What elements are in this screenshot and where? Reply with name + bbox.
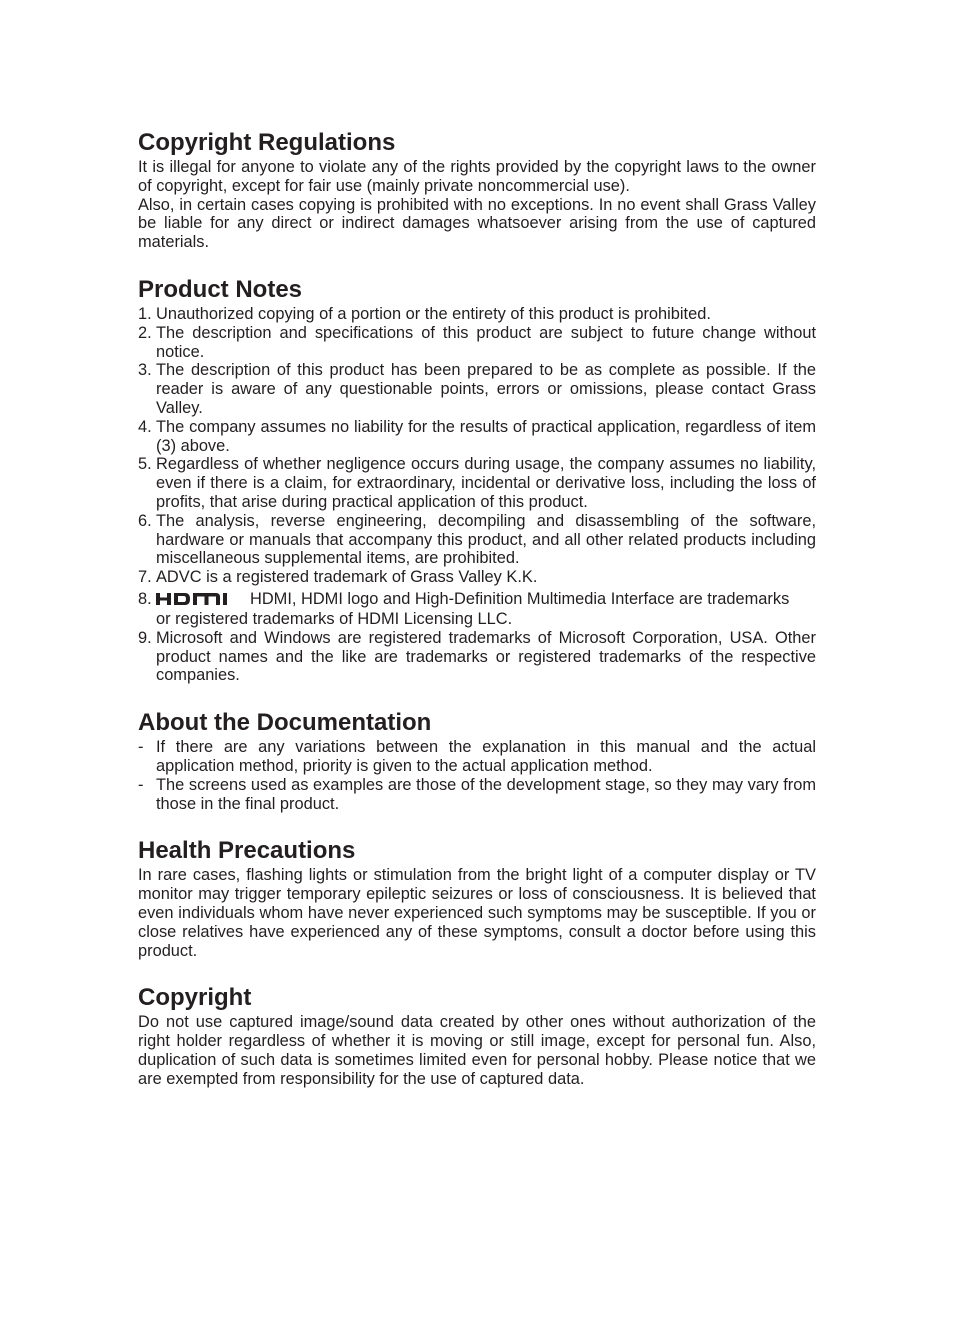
item-number: 9. <box>138 628 152 647</box>
section-about-documentation <box>138 708 816 813</box>
item-text: The description of this product has been prepared to be as complete as possible. If the reader is aware of any questionable points, errors or omissions, please contact Grass Valley. <box>156 361 816 417</box>
item-number: 5. <box>138 455 152 474</box>
list-item <box>138 568 816 587</box>
hdmi-logo-icon <box>156 592 234 606</box>
documentation-list <box>138 738 816 813</box>
item-number: 8. <box>138 589 152 608</box>
item-bullet: - <box>138 775 144 794</box>
item-text: The analysis, reverse engineering, decompiling and disassembling of the software, hardware or manuals that accompany this product, and all other related products including miscellaneous supplemental items, are prohibited. <box>156 511 816 568</box>
item-number: 1. <box>138 304 152 323</box>
list-item <box>138 305 816 324</box>
heading-copyright: Copyright <box>138 984 252 1012</box>
list-item <box>138 418 816 456</box>
heading-product-notes: Product Notes <box>138 275 303 303</box>
item-text: The screens used as examples are those of the development stage, so they may vary from those in the final product. <box>156 775 816 813</box>
heading-copyright-regulations: Copyright Regulations <box>138 129 396 156</box>
item-text: The company assumes no liability for the results of practical application, regardless of item (3) above. <box>156 417 816 455</box>
item-number: 6. <box>138 511 152 530</box>
section-copyright-regulations <box>138 128 816 252</box>
paragraph: Do not use captured image/sound data created by other ones without authorization of the right holder regardless of whether it is moving or still image, except for personal fun. Also, duplication of such data is sometimes limited even for personal hobby. Please notice that we are exempted from responsibility for the use of captured data. <box>138 1013 816 1088</box>
paragraph: In rare cases, flashing lights or stimulation from the bright light of a computer display or TV monitor may trigger temporary epileptic seizures or loss of consciousness. It is believed that even individuals whom have never experienced such symptoms may be susceptible. If you or close relatives have experienced any of these symptoms, consult a doctor before using this product. <box>138 866 816 960</box>
list-item <box>138 361 816 417</box>
list-item <box>138 512 816 568</box>
item-number: 3. <box>138 361 152 380</box>
item-bullet: - <box>138 738 144 757</box>
list-item <box>138 629 816 685</box>
list-item <box>138 455 816 511</box>
item-text: Regardless of whether negligence occurs during usage, the company assumes no liability, even if there is a claim, for extraordinary, incidental or derivative loss, including the loss of profits, that arise during practical application of this product. <box>156 455 816 511</box>
item-text: Unauthorized copying of a portion or the entirety of this product is prohibited. <box>156 304 711 323</box>
paragraph: Also, in certain cases copying is prohibited with no exceptions. In no event shall Grass Valley be liable for any direct or indirect damages whatsoever arising from the use of captured materials. <box>138 195 816 252</box>
item-number: 7. <box>138 568 152 587</box>
product-notes-list <box>138 305 816 685</box>
list-item <box>138 776 816 814</box>
list-item <box>138 738 816 776</box>
list-item <box>138 324 816 362</box>
hdmi-line <box>156 587 816 611</box>
item-text: If there are any variations between the explanation in this manual and the actual application method, priority is given to the actual application method. <box>156 738 816 775</box>
list-item <box>138 587 816 629</box>
item-text: HDMI, HDMI logo and High-Definition Multimedia Interface are trademarks <box>250 589 790 608</box>
section-health-precautions <box>138 836 816 960</box>
document-page <box>138 128 816 1111</box>
item-text: Microsoft and Windows are registered trademarks of Microsoft Corporation, USA. Other product names and the like are trademarks or registered trademarks of the respective companies. <box>156 628 816 685</box>
paragraph: It is illegal for anyone to violate any of the rights provided by the copyright laws to the owner of copyright, except for fair use (mainly private noncommercial use). <box>138 158 816 195</box>
item-text: ADVC is a registered trademark of Grass Valley K.K. <box>156 568 538 587</box>
section-product-notes <box>138 275 816 685</box>
item-number: 2. <box>138 323 152 342</box>
item-text-continued: or registered trademarks of HDMI Licensing LLC. <box>156 609 513 628</box>
item-text: The description and specifications of this product are subject to future change without notice. <box>156 323 816 361</box>
heading-about-documentation: About the Documentation <box>138 709 432 737</box>
section-copyright <box>138 983 816 1088</box>
item-number: 4. <box>138 417 152 436</box>
heading-health-precautions: Health Precautions <box>138 837 356 865</box>
